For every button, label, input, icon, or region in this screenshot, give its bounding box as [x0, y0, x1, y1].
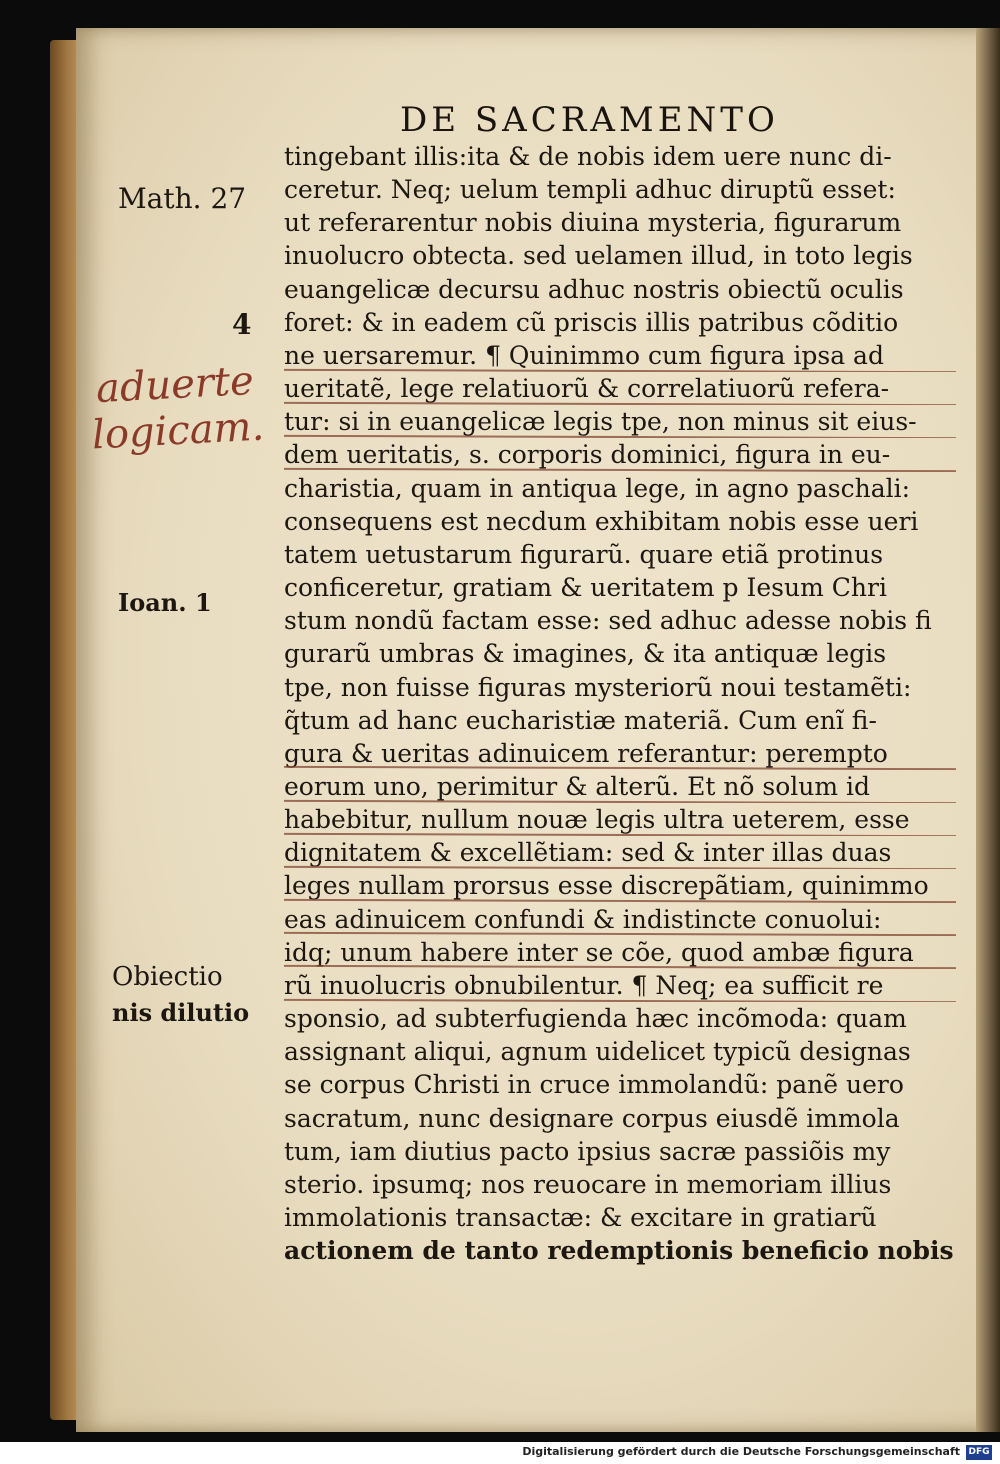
text-line: dignitatem & excellẽtiam: sed & inter illas duas [284, 836, 956, 869]
text-line: eas adinuicem confundi & indistincte conuolui: [284, 903, 956, 936]
text-line: sponsio, ad subterfugienda hæc incõmoda: quam [284, 1004, 907, 1034]
text-line: gura & ueritas adinuicem referantur: perempto [284, 737, 956, 770]
text-line: tatem uetustarum figurarũ. quare etiã protinus [284, 539, 884, 569]
text-line: idq; unum habere inter se cõe, quod ambæ figura [284, 936, 956, 969]
margin-note-dilutio: nis dilutio [112, 998, 250, 1027]
spine-shadow [976, 28, 1000, 1432]
margin-note-number: 4 [232, 308, 252, 341]
text-line: foret: & in eadem cũ priscis illis patribus cõditio [284, 307, 899, 337]
text-line: dem ueritatis, s. corporis dominici, figura in eu- [284, 438, 956, 471]
funding-credit: Digitalisierung gefördert durch die Deutsche Forschungsgemeinschaft [522, 1445, 960, 1458]
running-head: DE SACRAMENTO [400, 100, 779, 140]
text-line: euangelicæ decursu adhuc nostris obiectũ oculis [284, 274, 904, 304]
text-line: sterio. ipsumq; nos reuocare in memoriam illius [284, 1169, 892, 1199]
text-line: rũ inuolucris obnubilentur. ¶ Neq; ea sufficit re [284, 969, 956, 1002]
text-line: conficeretur, gratiam & ueritatem p Iesum Chri [284, 573, 887, 603]
text-line: gurarũ umbras & imagines, & ita antiquæ legis [284, 639, 887, 669]
text-line: actionem de tanto redemptionis beneficio nobis [284, 1236, 954, 1266]
text-line: ut referarentur nobis diuina mysteria, figurarum [284, 208, 902, 238]
text-line: sacratum, nunc designare corpus eiusdẽ immola [284, 1103, 900, 1133]
text-line: tum, iam diutius pacto ipsius sacræ passiõis my [284, 1136, 891, 1166]
text-line: tingebant illis:ita & de nobis idem uere nunc di- [284, 142, 892, 171]
text-line: inuolucro obtecta. sed uelamen illud, in toto legis [284, 241, 913, 271]
margin-note-obiectio: Obiectio [112, 962, 223, 992]
body-text [284, 140, 956, 1267]
text-line: ceretur. Neq; uelum templi adhuc diruptũ esset: [284, 175, 896, 205]
text-line: leges nullam prorsus esse discrepãtiam, quinimmo [284, 869, 956, 902]
footer-bar [0, 1442, 1000, 1464]
margin-note-ioan: Ioan. 1 [118, 588, 212, 617]
text-line: ne uersaremur. ¶ Quinimmo cum figura ipsa ad [284, 339, 956, 372]
handwritten-note-line-2: logicam. [90, 403, 266, 459]
text-line: consequens est necdum exhibitam nobis esse ueri [284, 506, 919, 536]
text-line: assignant aliqui, agnum uidelicet typicũ designas [284, 1037, 911, 1067]
text-line: habebitur, nullum nouæ legis ultra ueterem, esse [284, 803, 956, 836]
text-line: tpe, non fuisse figuras mysteriorũ noui testamẽti: [284, 672, 912, 702]
dfg-logo-icon: DFG [966, 1445, 992, 1460]
text-line: ueritatẽ, lege relatiuorũ & correlatiuorũ refera- [284, 372, 956, 405]
text-line: charistia, quam in antiqua lege, in agno paschali: [284, 473, 911, 503]
text-line: se corpus Christi in cruce immolandũ: panẽ uero [284, 1070, 904, 1100]
text-line: stum nondũ factam esse: sed adhuc adesse nobis fi [284, 606, 932, 636]
handwritten-note-line-1: aduerte [94, 357, 255, 413]
text-line: q̃tum ad hanc eucharistiæ materiã. Cum enĩ fi- [284, 705, 877, 735]
text-line: tur: si in euangelicæ legis tpe, non minus sit eius- [284, 405, 956, 438]
text-line: immolationis transactæ: & excitare in gratiarũ [284, 1203, 877, 1232]
text-line: eorum uno, perimitur & alterũ. Et nõ solum id [284, 770, 956, 803]
margin-note-math: Math. 27 [118, 182, 247, 215]
